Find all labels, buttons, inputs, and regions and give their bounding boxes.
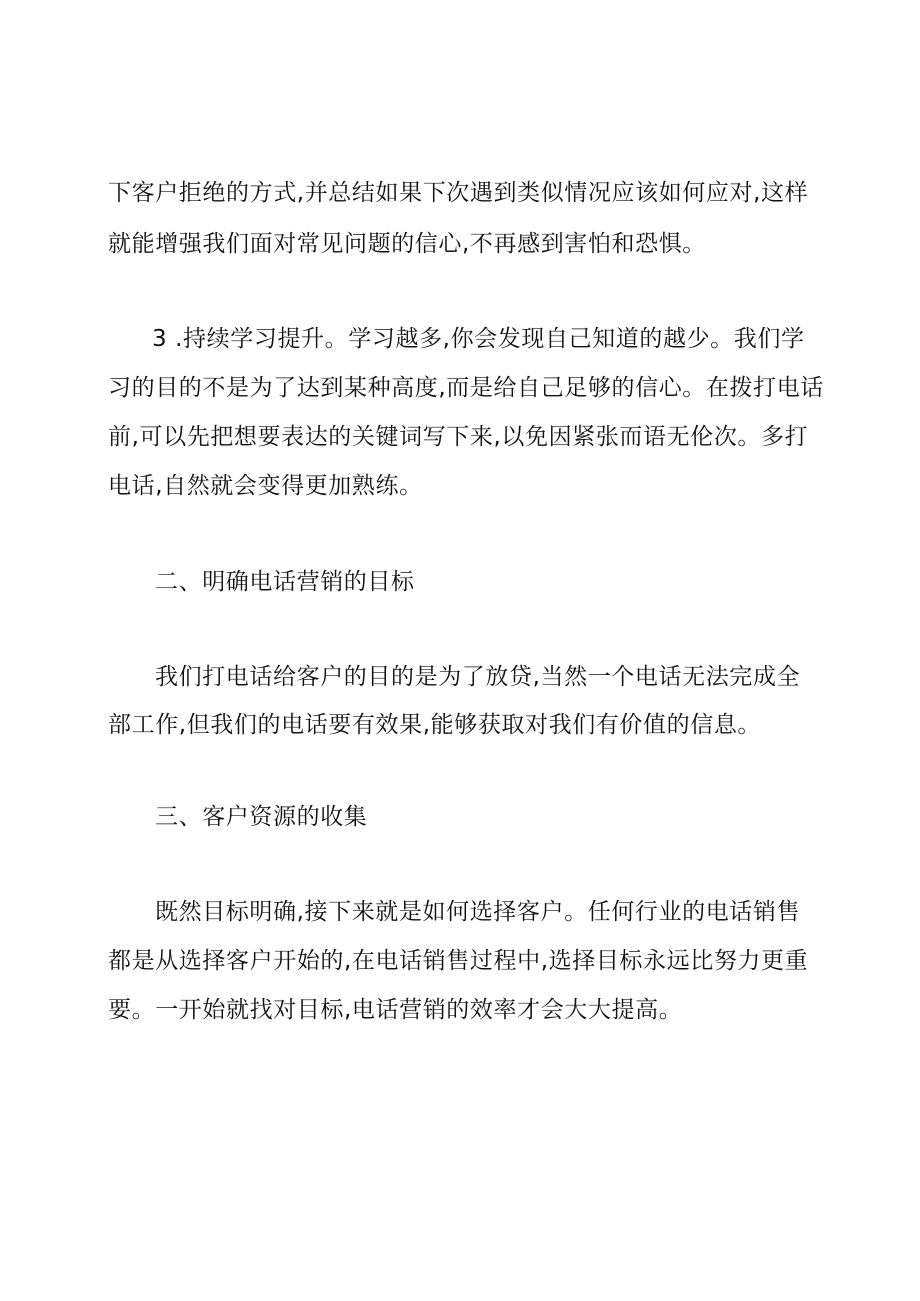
section-heading-3: 三、客户资源的收集 bbox=[155, 804, 368, 830]
paragraph-2-line-4: 电话,自然就会变得更加熟练。 bbox=[108, 473, 423, 499]
paragraph-4-line-3: 要。一开始就找对目标,电话营销的效率才会大大提高。 bbox=[108, 997, 683, 1023]
paragraph-1-line-1: 下客户拒绝的方式,并总结如果下次遇到类似情况应该如何应对,这样 bbox=[108, 180, 809, 206]
paragraph-2-line-3: 前,可以先把想要表达的关键词写下来,以免因紧张而语无伦次。多打 bbox=[108, 424, 809, 450]
section-heading-2: 二、明确电话营销的目标 bbox=[155, 569, 415, 595]
paragraph-2-line-2: 习的目的不是为了达到某种高度,而是给自己足够的信心。在拨打电话 bbox=[108, 375, 824, 401]
paragraph-3-line-1: 我们打电话给客户的目的是为了放贷,当然一个电话无法完成全 bbox=[155, 664, 801, 690]
paragraph-4-line-2: 都是从选择客户开始的,在电话销售过程中,选择目标永远比努力更重 bbox=[108, 948, 809, 974]
paragraph-2-line-1: 3 .持续学习提升。学习越多,你会发现自己知道的越少。我们学 bbox=[152, 326, 805, 352]
paragraph-3-line-2: 部工作,但我们的电话要有效果,能够获取对我们有价值的信息。 bbox=[108, 712, 762, 738]
paragraph-1-line-2: 就能增强我们面对常见问题的信心,不再感到害怕和恐惧。 bbox=[108, 231, 706, 257]
paragraph-4-line-1: 既然目标明确,接下来就是如何选择客户。任何行业的电话销售 bbox=[155, 899, 801, 925]
